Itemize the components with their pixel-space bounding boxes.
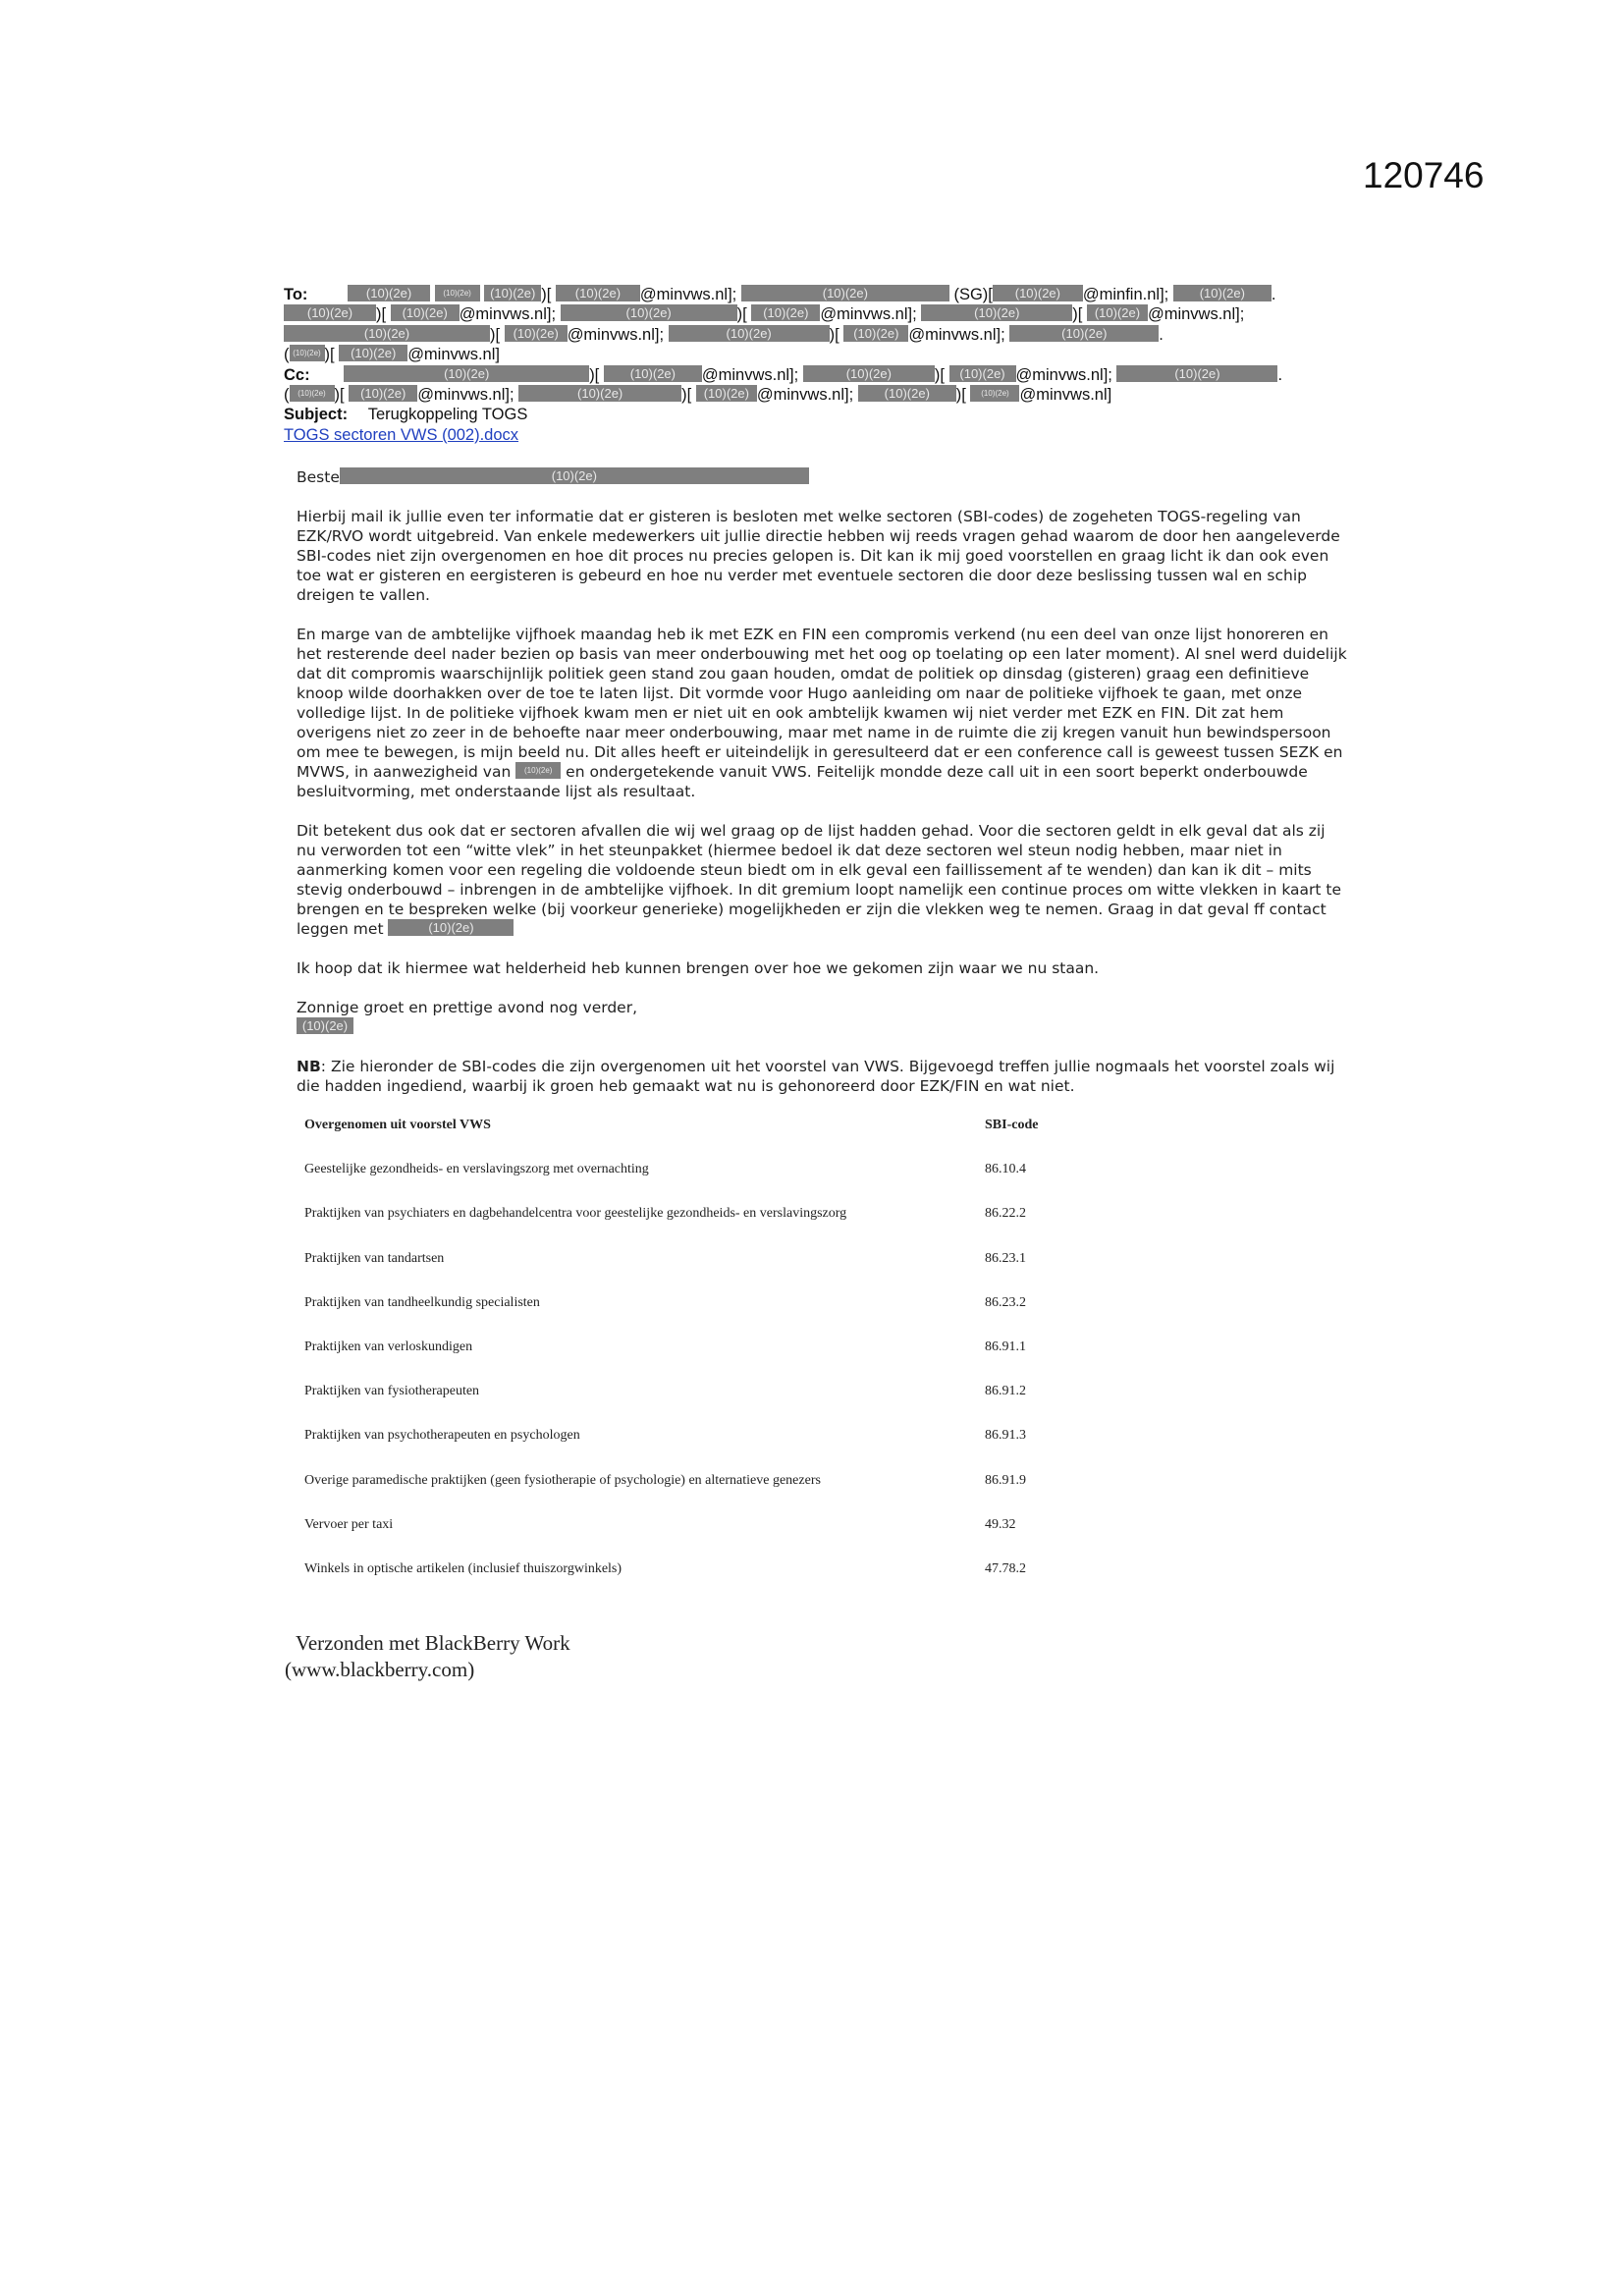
document-number: 120746 xyxy=(1363,155,1485,195)
table-cell-code: 47.78.2 xyxy=(985,1560,1026,1576)
signature-line-2: (www.blackberry.com) xyxy=(285,1658,475,1681)
closing: Zonnige groet en prettige avond nog verder, xyxy=(297,999,638,1016)
email-domain: @minvws.nl] xyxy=(1019,385,1112,404)
table-row xyxy=(304,1251,1070,1295)
nb-text: : Zie hieronder de SBI-codes die zijn overgenomen uit het voorstel van VWS. Bijgevoegd treffen jullie nogmaals het voorstel zoals wij die hadden ingediend, waarbij ik groen heb gemaakt wat nu is gehonoreerd door EZK/FIN en wat niet. xyxy=(297,1058,1335,1095)
email-domain: @minvws.nl]; xyxy=(567,325,665,344)
redaction: (10)(2e) xyxy=(561,304,737,321)
email-domain: @minvws.nl]; xyxy=(639,286,737,303)
email-header xyxy=(284,285,1344,445)
redaction: (10)(2e) xyxy=(349,385,417,402)
sbi-table xyxy=(304,1118,1070,1606)
table-header-code: SBI-code xyxy=(985,1118,1039,1132)
subject-text: Terugkoppeling TOGS xyxy=(367,406,528,424)
to-line-4: ( (10)(2e) )[ (10)(2e) @minvws.nl] xyxy=(284,346,500,364)
table-row xyxy=(304,1339,1070,1384)
redaction: (10)(2e) xyxy=(741,285,949,301)
table-cell-code: 86.23.1 xyxy=(985,1250,1026,1266)
redaction: (10)(2e) xyxy=(340,467,809,484)
redaction: (10)(2e) xyxy=(669,325,830,342)
table-row xyxy=(304,1517,1070,1561)
sender-line xyxy=(297,1017,1347,1037)
redaction: (10)(2e) xyxy=(484,285,541,301)
redaction: (10)(2e) xyxy=(388,919,514,936)
redaction: (10)(2e) xyxy=(344,365,589,382)
paragraph-4: Ik hoop dat ik hiermee wat helderheid heb kunnen brengen over hoe we gekomen zijn waar we nu staan. xyxy=(297,959,1100,977)
to-label: To: xyxy=(284,286,308,303)
cc-line-2: ( (10)(2e) )[ (10)(2e) @minvws.nl]; (10)(2e) )[ (10)(2e) @minvws.nl]; (10)(2e) )[ (10)(2e) @minvws.nl] xyxy=(284,385,1112,404)
table-row xyxy=(304,1473,1070,1517)
redaction: (10)(2e) xyxy=(970,385,1019,402)
redaction: (10)(2e) xyxy=(518,385,681,402)
redaction: (10)(2e) xyxy=(505,325,568,342)
redaction: (10)(2e) xyxy=(843,325,908,342)
redaction: (10)(2e) xyxy=(1009,325,1159,342)
table-cell-code: 86.91.1 xyxy=(985,1339,1026,1354)
cc-label: Cc: xyxy=(284,365,310,384)
table-cell-sector: Praktijken van fysiotherapeuten xyxy=(304,1384,480,1399)
email-domain: @minvws.nl]; xyxy=(459,305,557,324)
table-row xyxy=(304,1295,1070,1339)
subject-label: Subject: xyxy=(284,406,349,424)
table-cell-sector: Praktijken van psychotherapeuten en psychologen xyxy=(304,1428,580,1444)
paragraph-3-text: Dit betekent dus ook dat er sectoren afvallen die wij wel graag op de lijst hadden gehad. Voor die sectoren geldt in elk geval dat als zij nu verworden tot een “witte vlek” in het steunpakket (hiermee bedoel ik dat deze sectoren wel steun nodig hebben, maar niet in aanmerking komen voor een regeling die voldoende steun biedt om in elk geval een faillissement af te wenden) dan kan ik dit – mits stevig onderbouwd – inbrengen in de ambtelijke vijfhoek. In dit gremium loopt namelijk een continue proces om witte vlekken in kaart te brengen en te bespreken welke (bij voorkeur generieke) mogelijkheden er zijn die vlekken weg te nemen. Graag in dat geval ff contact leggen met xyxy=(297,822,1342,938)
email-domain: @minvws.nl]; xyxy=(756,385,854,404)
table-header-sector: Overgenomen uit voorstel VWS xyxy=(304,1118,491,1132)
redaction: (10)(2e) xyxy=(290,385,335,402)
table-cell-sector: Winkels in optische artikelen (inclusief thuiszorgwinkels) xyxy=(304,1560,623,1576)
sg-text: (SG)[ xyxy=(953,286,993,303)
table-cell-code: 86.91.9 xyxy=(985,1472,1026,1488)
nb-label: NB xyxy=(297,1058,321,1075)
attachment-line xyxy=(284,425,1344,445)
redaction: (10)(2e) xyxy=(921,304,1072,321)
table-cell-sector: Praktijken van tandartsen xyxy=(304,1250,445,1266)
email-domain: @minvws.nl]; xyxy=(1015,365,1112,384)
table-cell-sector: Praktijken van tandheelkundig specialisten xyxy=(304,1294,540,1310)
paragraph-2-text-cont: en ondergetekende vanuit VWS. Feitelijk mondde deze call uit in een soort beperkt onderbouwde besluitvorming, met onderstaande lijst als resultaat. xyxy=(297,763,1308,800)
redaction: (10)(2e) xyxy=(1173,285,1272,301)
subject-line xyxy=(284,405,1344,424)
table-cell-sector: Overige paramedische praktijken (geen fysiotherapie of psychologie) en alternatieve genezers xyxy=(304,1472,821,1488)
email-domain: @minvws.nl]; xyxy=(820,305,917,324)
redaction: (10)(2e) xyxy=(297,1017,353,1034)
email-domain: @minvws.nl]; xyxy=(908,325,1005,344)
redaction: (10)(2e) xyxy=(751,304,820,321)
redaction: (10)(2e) xyxy=(391,304,460,321)
table-header xyxy=(304,1118,1070,1162)
email-domain: @minvws.nl]; xyxy=(701,365,799,384)
table-cell-sector: Geestelijke gezondheids- en verslavingszorg met overnachting xyxy=(304,1162,649,1177)
paragraph-2-text: En marge van de ambtelijke vijfhoek maandag heb ik met EZK en FIN een compromis verkend (nu een deel van onze lijst honoreren en het resterende deel nader bezien op basis van meer onderbouwing met het oog op toelating op een later moment). Al snel werd duidelijk dat dit compromis waarschijnlijk politiek geen stand zou gaan houden, omdat de politiek op dinsdag (gisteren) graag een definitieve knoop wilde doorhakken over de toe te laten lijst. Dit vormde voor Hugo aanleiding om naar de politieke vijfhoek te gaan, met onze volledige lijst. In de politieke vijfhoek kwam men er niet uit en ook ambtelijk kwamen wij niet verder met EZK en FIN. Dit zat hem overigens niet zo zeer in de behoefte naar meer onderbouwing, maar met name in de ruimte die zij kregen vanuit hun bewindspersoon om mee te bewegen, is mijn beeld nu. Dit alles heeft er uiteindelijk in geresulteerd dat er een conference call is geweest tussen SEZK en MVWS, in aanwezigheid van xyxy=(297,626,1347,781)
table-cell-code: 86.22.2 xyxy=(985,1206,1026,1222)
email-signature xyxy=(285,1630,570,1683)
table-row xyxy=(304,1206,1070,1250)
redaction: (10)(2e) xyxy=(803,365,935,382)
redaction: (10)(2e) xyxy=(949,365,1016,382)
table-cell-code: 86.10.4 xyxy=(985,1162,1026,1177)
email-domain: @minvws.nl] xyxy=(407,346,500,364)
table-row xyxy=(304,1561,1070,1606)
table-cell-code: 86.91.3 xyxy=(985,1428,1026,1444)
paragraph-1: Hierbij mail ik jullie even ter informatie dat er gisteren is besloten met welke sectoren (SBI-codes) de zogeheten TOGS-regeling van EZK/RVO wordt uitgebreid. Van enkele medewerkers uit jullie directie hebben wij reeds vragen gehad waarom de door hen aangeleverde SBI-codes niet zijn overgenomen en hoe dit proces nu precies gelopen is. Dit kan ik mij goed voorstellen en graag licht ik dan ook even toe wat er gisteren en eergisteren is gebeurd en hoe nu verder met eventuele sectoren die door deze beslissing tussen wal en schip dreigen te vallen. xyxy=(297,508,1340,604)
table-cell-sector: Vervoer per taxi xyxy=(304,1516,394,1532)
table-cell-code: 86.23.2 xyxy=(985,1294,1026,1310)
redaction: (10)(2e) xyxy=(604,365,702,382)
redaction: (10)(2e) xyxy=(858,385,956,402)
table-row xyxy=(304,1384,1070,1428)
redaction: (10)(2e) xyxy=(284,304,376,321)
redaction: (10)(2e) xyxy=(515,762,561,779)
redaction: (10)(2e) xyxy=(993,285,1083,301)
to-line-2: (10)(2e) )[ (10)(2e) @minvws.nl]; (10)(2e) )[ (10)(2e) @minvws.nl]; (10)(2e) )[ (10)(2e) @minvws.nl]; xyxy=(284,304,1344,324)
table-cell-sector: Praktijken van verloskundigen xyxy=(304,1339,473,1354)
email-domain: @minfin.nl]; xyxy=(1082,286,1169,303)
nb-paragraph xyxy=(297,1057,1347,1096)
to-line-1: To: (10)(2e) (10)(2e) (10)(2e) )[ (10)(2e) @minvws.nl]; (10)(2e) (SG)[ (10)(2e) @minfin.nl]; (10)(2e) . xyxy=(284,286,1276,303)
redaction: (10)(2e) xyxy=(290,345,325,361)
signature-line-1: Verzonden met BlackBerry Work xyxy=(296,1631,570,1655)
redaction: (10)(2e) xyxy=(556,285,640,301)
table-cell-code: 49.32 xyxy=(985,1516,1016,1532)
redaction: (10)(2e) xyxy=(696,385,757,402)
email-domain: @minvws.nl]; xyxy=(1147,305,1245,324)
paragraph-3 xyxy=(297,821,1347,939)
table-cell-code: 86.91.2 xyxy=(985,1384,1026,1399)
greeting: Beste xyxy=(297,468,340,486)
redaction: (10)(2e) xyxy=(1087,304,1148,321)
cc-line-1: Cc: (10)(2e) )[ (10)(2e) @minvws.nl]; (10)(2e) )[ (10)(2e) @minvws.nl]; (10)(2e) . xyxy=(284,365,1283,384)
redaction: (10)(2e) xyxy=(339,345,407,361)
greeting-line xyxy=(297,467,1347,487)
redaction: (10)(2e) xyxy=(284,325,490,342)
email-domain: @minvws.nl]; xyxy=(417,385,514,404)
redaction: (10)(2e) xyxy=(348,285,430,301)
table-row xyxy=(304,1162,1070,1206)
redaction: (10)(2e) xyxy=(435,285,480,301)
attachment-link[interactable]: TOGS sectoren VWS (002).docx xyxy=(284,425,519,444)
redaction: (10)(2e) xyxy=(1116,365,1277,382)
to-line-3: (10)(2e) )[ (10)(2e) @minvws.nl]; (10)(2e) )[ (10)(2e) @minvws.nl]; (10)(2e) . xyxy=(284,325,1344,345)
paragraph-2 xyxy=(297,625,1347,801)
table-row xyxy=(304,1428,1070,1472)
email-body xyxy=(297,467,1347,1096)
table-cell-sector: Praktijken van psychiaters en dagbehandelcentra voor geestelijke gezondheids- en verslavingszorg xyxy=(304,1206,847,1222)
